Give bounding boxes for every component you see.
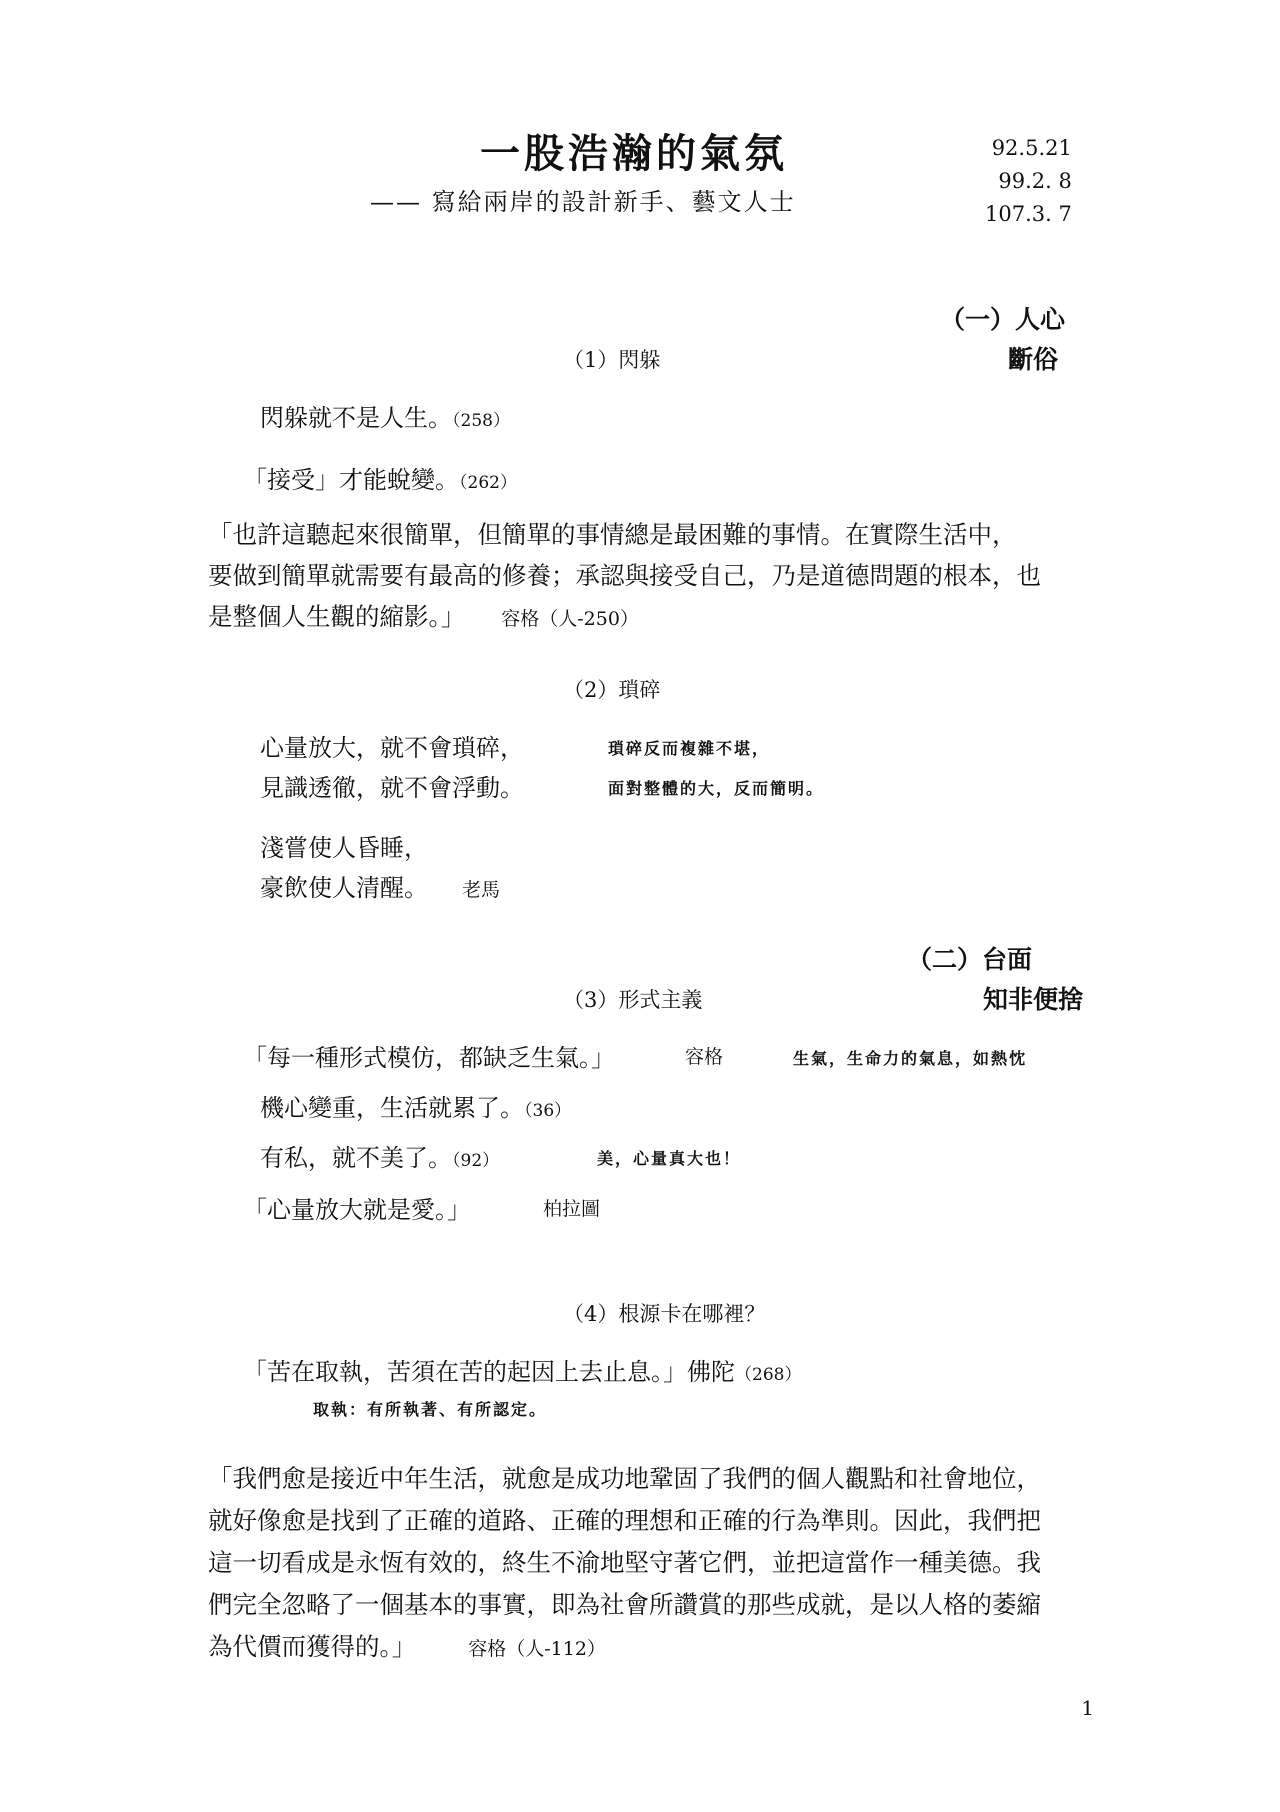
sub-1-line-1: 閃躲就不是人生。（258）	[260, 404, 510, 432]
sub-2-note-1: 瑣碎反而複雜不堪，	[608, 739, 771, 758]
sub-3-heading: （3）形式主義	[563, 988, 703, 1012]
sub-1-line-2: 「接受」才能蛻變。（262）	[243, 466, 517, 494]
sub-4-para-line-3: 這一切看成是永恆有效的，終生不渝地堅守著它們，並把這當作一種美德。我	[208, 1548, 1041, 1577]
date-1: 92.5.21	[991, 136, 1072, 160]
sub-2-note-2: 面對整體的大，反而簡明。	[608, 779, 825, 798]
section-2-tag: 知非便捨	[983, 985, 1084, 1014]
sub-1-quote	[208, 514, 1088, 640]
sub-1-heading: （1）閃躲	[563, 348, 661, 372]
sub-2-heading: （2）瑣碎	[563, 678, 661, 702]
date-3: 107.3. 7	[985, 202, 1072, 226]
section-2-heading: （二）台面	[907, 945, 1033, 974]
sub-4-paragraph	[208, 1458, 1088, 1670]
sub-1-quote-line-1: 「也許這聽起來很簡單，但簡單的事情總是最困難的事情。在實際生活中，	[208, 520, 1017, 549]
sub-2-line-2: 見識透徹，就不會浮動。	[260, 774, 524, 802]
sub-3-note-1: 生氣，生命力的氣息，如熱忱	[793, 1049, 1028, 1068]
sub-4-para-line-5: 為代價而獲得的。」 容格（人-112）	[208, 1632, 606, 1661]
sub-3-quote: 「每一種形式模仿，都缺乏生氣。」	[243, 1044, 615, 1072]
sub-4-quote: 「苦在取執，苦須在苦的起因上去止息。」佛陀（268）	[243, 1358, 802, 1386]
sub-3-quote-attr: 容格	[685, 1046, 724, 1068]
page-subtitle: —— 寫給兩岸的設計新手、藝文人士	[370, 188, 796, 216]
sub-2-line-1: 心量放大，就不會瑣碎，	[260, 734, 524, 762]
section-1-heading: （一）人心	[940, 305, 1066, 334]
sub-3-line-3: 「心量放大就是愛。」	[243, 1196, 471, 1224]
sub-4-para-line-4: 們完全忽略了一個基本的事實，即為社會所讚賞的那些成就，是以人格的萎縮	[208, 1590, 1041, 1619]
section-1-tag: 斷俗	[1008, 345, 1059, 374]
sub-3-note-2: 美，心量真大也！	[597, 1149, 742, 1168]
date-2: 99.2. 8	[998, 169, 1072, 193]
sub-4-para-line-2: 就好像愈是找到了正確的道路、正確的理想和正確的行為準則。因此，我們把	[208, 1506, 1041, 1535]
sub-1-quote-line-2: 要做到簡單就需要有最高的修養；承認與接受自己，乃是道德問題的根本，也	[208, 561, 1041, 590]
sub-1-quote-line-3: 是整個人生觀的縮影。」 容格（人-250）	[208, 602, 639, 631]
sub-3-line-2: 有私，就不美了。（92）	[260, 1144, 500, 1172]
page-title: 一股浩瀚的氣氛	[480, 130, 788, 177]
page-number: 1	[1081, 1696, 1094, 1720]
sub-4-heading: （4）根源卡在哪裡？	[563, 1302, 766, 1326]
sub-3-line-3-attr: 柏拉圖	[543, 1198, 601, 1220]
sub-3-line-1: 機心變重，生活就累了。（36）	[260, 1094, 572, 1122]
sub-2-line-4: 豪飲使人清醒。 老馬	[260, 874, 501, 902]
sub-2-line-3: 淺嘗使人昏睡，	[260, 834, 428, 862]
sub-4-note: 取執：有所執著、有所認定。	[313, 1400, 548, 1419]
revision-dates	[985, 132, 1072, 231]
sub-4-para-line-1: 「我們愈是接近中年生活，就愈是成功地鞏固了我們的個人觀點和社會地位，	[208, 1464, 1041, 1493]
